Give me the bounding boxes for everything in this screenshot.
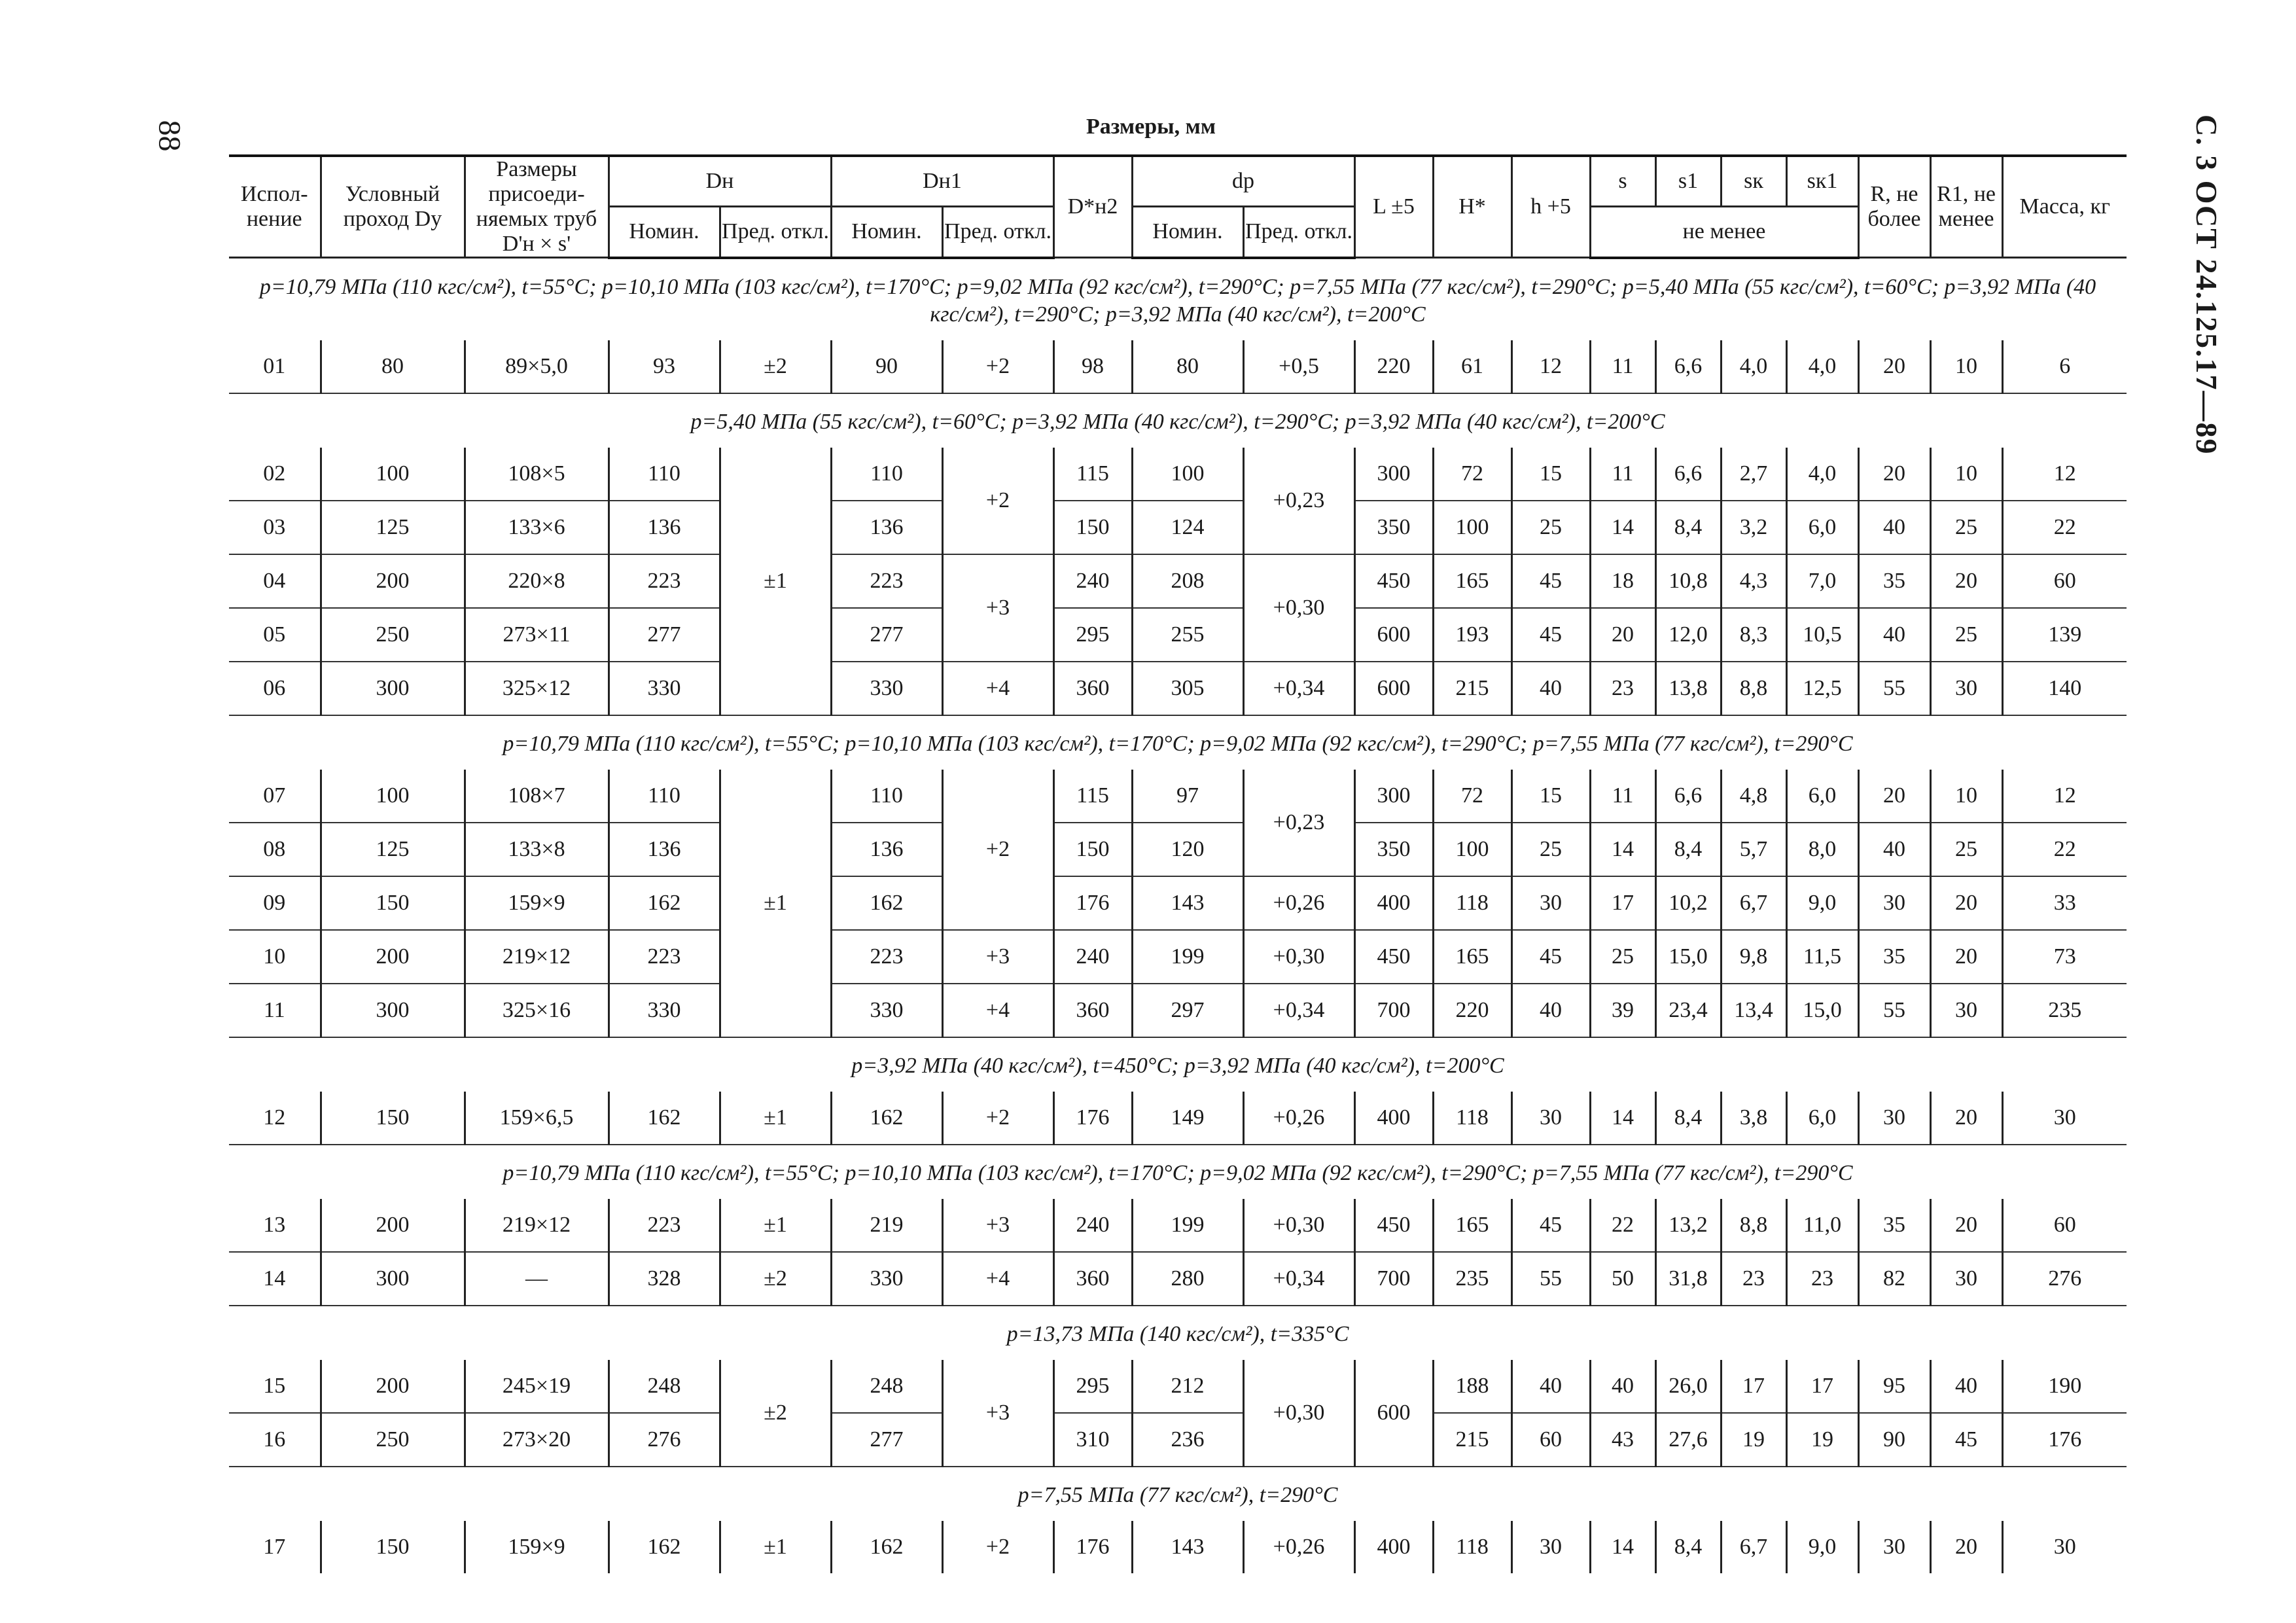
col-dy: Условный проход Dу	[321, 156, 465, 258]
table-row: 02 100 108×5 110 ±1 110 +2 115 100 +0,23 300 72 15 11 6,6 2,7 4,0 20 10 12	[229, 448, 2127, 501]
col-not-less: не менее	[1590, 207, 1858, 258]
dn1-pred: Пред. откл.	[942, 207, 1053, 258]
table-row: 10 200 219×12 223 223 +3 240 199 +0,30 450 165 45 25 15,0 9,8 11,5 35 20 73	[229, 930, 2127, 984]
table-row: 13 200 219×12 223 ±1 219 +3 240 199 +0,30 450 165 45 22 13,2 8,8 11,0 35 20 60	[229, 1199, 2127, 1252]
col-s: s	[1590, 156, 1655, 207]
condition-1: p=10,79 МПа (110 кгс/см²), t=55°С; p=10,10 МПа (103 кгс/см²), t=170°С; p=9,02 МПа (92 кгс/см²), t=290°С; p=7,55 МПа (77 кгс/см²), t=290°С; p=5,40 МПа (55 кгс/см²), t=60°С; p=3,92 МПа (40 кгс/см²), t=290°С; p=3,92 МПа (40 кгс/см²), t=200°С	[259, 274, 2096, 327]
col-s1: s1	[1655, 156, 1721, 207]
col-h: h +5	[1511, 156, 1590, 258]
condition-7: p=7,55 МПа (77 кгс/см²), t=290°С	[1017, 1482, 1338, 1507]
condition-4: p=3,92 МПа (40 кгс/см²), t=450°С; p=3,92 МПа (40 кгс/см²), t=200°С	[851, 1053, 1504, 1078]
col-sk: sк	[1721, 156, 1786, 207]
dn-pred: Пред. откл.	[720, 207, 831, 258]
table-row: 06 300 325×12 330 330 +4 360 305 +0,34 600 215 40 23 13,8 8,8 12,5 55 30 140	[229, 662, 2127, 715]
condition-2: p=5,40 МПа (55 кгс/см²), t=60°С; p=3,92 МПа (40 кгс/см²), t=290°С; p=3,92 МПа (40 кгс/см²), t=200°С	[690, 409, 1665, 434]
condition-3: p=10,79 МПа (110 кгс/см²), t=55°С; p=10,10 МПа (103 кгс/см²), t=170°С; p=9,02 МПа (92 кгс/см²), t=290°С; p=7,55 МПа (77 кгс/см²), t=290°С	[503, 731, 1853, 756]
condition-6: p=13,73 МПа (140 кгс/см²), t=335°С	[1006, 1321, 1349, 1346]
table-row: 17 150 159×9 162 ±1 162 +2 176 143 +0,26 400 118 30 14 8,4 6,7 9,0 30 20 30	[229, 1521, 2127, 1573]
page-number: 88	[152, 120, 187, 152]
table-row: 15 200 245×19 248 ±2 248 +3 295 212 +0,30 600 188 40 40 26,0 17 17 95 40 190	[229, 1360, 2127, 1413]
table-row: 07 100 108×7 110 ±1 110 +2 115 97 +0,23 300 72 15 11 6,6 4,8 6,0 20 10 12	[229, 770, 2127, 823]
col-R1: R1, не менее	[1930, 156, 2002, 258]
dp-pred: Пред. откл.	[1243, 207, 1354, 258]
table-caption: Размеры, мм	[1086, 115, 1216, 139]
table-row: 11 300 325×16 330 330 +4 360 297 +0,34 700 220 40 39 23,4 13,4 15,0 55 30 235	[229, 984, 2127, 1037]
col-dp: dр	[1132, 156, 1354, 207]
table-row: 08 125 133×8 136 136 150 120 350 100 25 14 8,4 5,7 8,0 40 25 22	[229, 823, 2127, 876]
dimensions-table	[229, 154, 2127, 1573]
table-row: 14 300 — 328 ±2 330 +4 360 280 +0,34 700 235 55 50 31,8 23 23 82 30 276	[229, 1252, 2127, 1306]
dp-nomin: Номин.	[1132, 207, 1243, 258]
col-sk1: sк1	[1786, 156, 1858, 207]
col-R: R, не более	[1858, 156, 1930, 258]
col-execution: Испол-нение	[229, 156, 321, 258]
col-L: L ±5	[1354, 156, 1433, 258]
col-dn2: D*н2	[1053, 156, 1132, 258]
table-row: 09 150 159×9 162 162 176 143 +0,26 400 118 30 17 10,2 6,7 9,0 30 20 33	[229, 876, 2127, 930]
table-row: 12 150 159×6,5 162 ±1 162 +2 176 149 +0,26 400 118 30 14 8,4 3,8 6,0 30 20 30	[229, 1092, 2127, 1145]
table-row: 05 250 273×11 277 277 295 255 600 193 45 20 12,0 8,3 10,5 40 25 139	[229, 608, 2127, 662]
condition-5: p=10,79 МПа (110 кгс/см²), t=55°С; p=10,10 МПа (103 кгс/см²), t=170°С; p=9,02 МПа (92 кгс/см²), t=290°С; p=7,55 МПа (77 кгс/см²), t=290°С	[503, 1160, 1853, 1185]
col-mass: Масса, кг	[2002, 156, 2127, 258]
table-row: 16 250 273×20 276 277 310 236 215 60 43 27,6 19 19 90 45 176	[229, 1413, 2127, 1467]
standard-code: С. 3 ОСТ 24.125.17—89	[2190, 115, 2223, 455]
dn-nomin: Номин.	[609, 207, 720, 258]
table-row: 01 80 89×5,0 93 ±2 90 +2 98 80 +0,5 220 61 12 11 6,6 4,0 4,0 20 10 6	[229, 340, 2127, 393]
col-H: H*	[1433, 156, 1511, 258]
table-row: 03 125 133×6 136 136 150 124 350 100 25 14 8,4 3,2 6,0 40 25 22	[229, 501, 2127, 554]
dn1-nomin: Номин.	[831, 207, 942, 258]
table-row: 04 200 220×8 223 223 +3 240 208 +0,30 450 165 45 18 10,8 4,3 7,0 35 20 60	[229, 554, 2127, 608]
col-dn1: Dн1	[831, 156, 1053, 207]
col-dn: Dн	[609, 156, 831, 207]
col-pipes: Размеры присоеди-няемых труб D'н × s'	[465, 156, 609, 258]
